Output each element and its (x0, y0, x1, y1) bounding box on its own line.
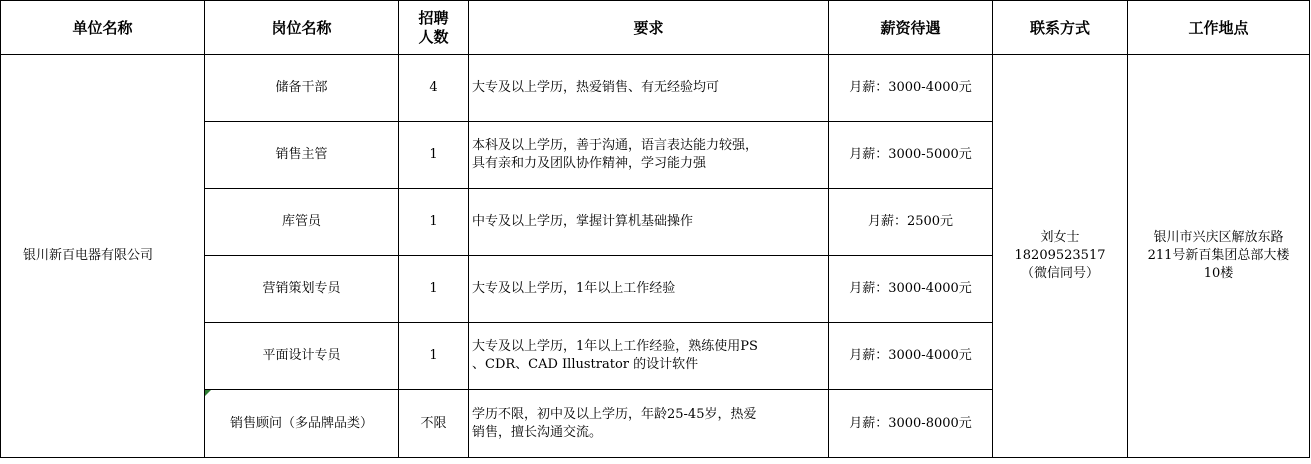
requirements-cell (469, 55, 829, 122)
requirements-line1: 大专及以上学历，1年以上工作经验，熟练使用PS (472, 339, 758, 354)
salary: 月薪：3000-8000元 (829, 390, 993, 458)
requirements-line1: 中专及以上学历，掌握计算机基础操作 (472, 214, 694, 229)
contact-name: 刘女士 (1040, 230, 1080, 245)
company-name: 银川新百电器有限公司 (1, 55, 205, 458)
work-location (1128, 55, 1310, 458)
header-count (399, 1, 469, 55)
contact-info (993, 55, 1128, 458)
requirements-cell (469, 256, 829, 323)
requirements-line2: 具有亲和力及团队协作精神，学习能力强 (472, 156, 707, 171)
header-count-line2: 人数 (418, 27, 449, 46)
requirements-line1: 大专及以上学历，热爱销售、有无经验均可 (472, 80, 720, 95)
salary: 月薪：3000-4000元 (829, 256, 993, 323)
header-salary: 薪资待遇 (829, 1, 993, 55)
header-count-line1: 招聘 (418, 8, 449, 27)
salary: 月薪：3000-4000元 (829, 323, 993, 390)
hire-count: 不限 (399, 390, 469, 458)
hire-count: 1 (399, 122, 469, 189)
header-contact: 联系方式 (993, 1, 1128, 55)
salary: 月薪：3000-4000元 (829, 55, 993, 122)
requirements-cell (469, 122, 829, 189)
hire-count: 1 (399, 256, 469, 323)
requirements-line2: 、CDR、CAD Illustrator 的设计软件 (472, 357, 699, 372)
header-row (1, 1, 1310, 55)
requirements-cell (469, 390, 829, 458)
header-requirements: 要求 (469, 1, 829, 55)
header-position: 岗位名称 (205, 1, 399, 55)
requirements-line1: 学历不限，初中及以上学历，年龄25-45岁，热爱 (472, 406, 757, 422)
position-name: 销售主管 (205, 122, 399, 189)
hire-count: 4 (399, 55, 469, 122)
contact-phone: 18209523517 (1014, 248, 1106, 263)
requirements-line1: 本科及以上学历，善于沟通，语言表达能力较强， (472, 138, 759, 153)
position-name: 平面设计专员 (205, 323, 399, 390)
hire-count: 1 (399, 323, 469, 390)
position-name: 销售顾问（多品牌品类） (205, 390, 399, 458)
position-name: 库管员 (205, 189, 399, 256)
header-location: 工作地点 (1128, 1, 1310, 55)
salary: 月薪：3000-5000元 (829, 122, 993, 189)
header-company: 单位名称 (1, 1, 205, 55)
hire-count: 1 (399, 189, 469, 256)
location-line2: 211号新百集团总部大楼 (1147, 248, 1290, 263)
location-line1: 银川市兴庆区解放东路 (1153, 230, 1284, 245)
requirements-line2: 销售，擅长沟通交流。 (472, 424, 603, 440)
location-line3: 10楼 (1203, 266, 1234, 281)
requirements-cell (469, 323, 829, 390)
requirements-cell (469, 189, 829, 256)
position-name: 营销策划专员 (205, 256, 399, 323)
requirements-line1: 大专及以上学历，1年以上工作经验 (472, 281, 676, 296)
position-name: 储备干部 (205, 55, 399, 122)
salary: 月薪：2500元 (829, 189, 993, 256)
contact-wechat-note: （微信同号） (1020, 266, 1099, 281)
table-row (1, 55, 1310, 122)
